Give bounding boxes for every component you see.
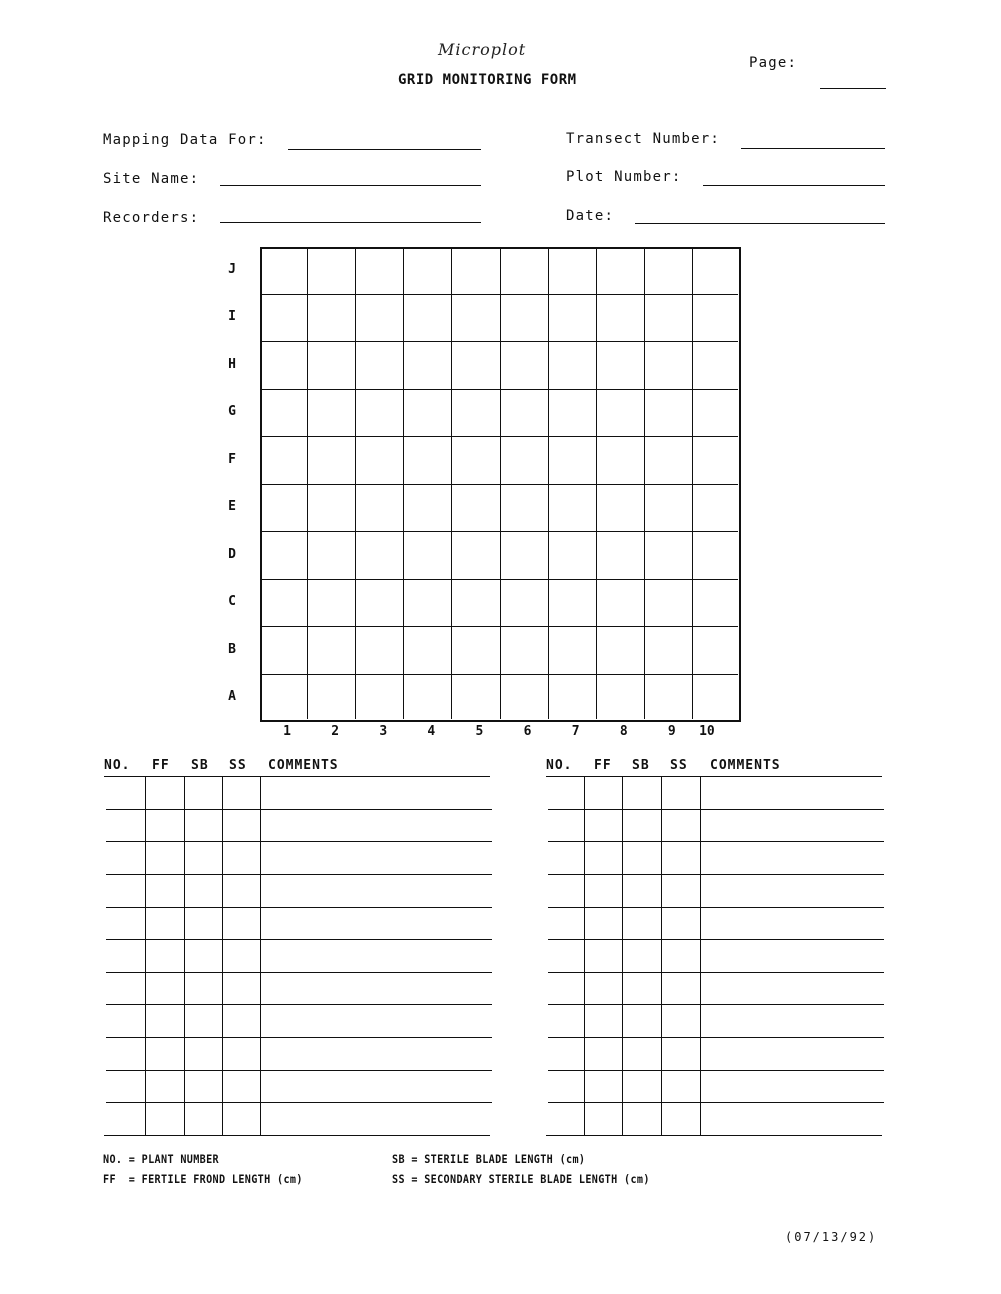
grid-row-label: A	[228, 689, 236, 705]
table-header-no: NO.	[104, 758, 131, 773]
table-row-line	[104, 1135, 490, 1136]
grid-row-label: H	[228, 356, 236, 372]
grid-column-label: 4	[427, 724, 436, 739]
grid-row-line	[262, 626, 738, 627]
grid-row-line	[262, 484, 738, 485]
table-row-line	[106, 939, 492, 940]
grid-row-label: B	[228, 641, 236, 657]
legend-sterile-blade-length: SB = STERILE BLADE LENGTH (cm)	[392, 1152, 586, 1166]
table-row-line	[548, 972, 884, 973]
grid-row-line	[262, 294, 738, 295]
form-title: GRID MONITORING FORM	[398, 72, 577, 88]
mapping-data-for-field[interactable]	[288, 149, 481, 150]
table-row-line	[106, 809, 492, 810]
grid-column-label: 1	[283, 724, 291, 739]
plot-number-field[interactable]	[703, 185, 885, 186]
table-row-line	[106, 1102, 492, 1103]
grid-column-label: 10	[699, 724, 715, 739]
legend-plant-number: NO. = PLANT NUMBER	[103, 1152, 220, 1166]
site-name-field[interactable]	[220, 185, 481, 186]
recorders-field[interactable]	[220, 222, 481, 223]
grid-row-line	[262, 436, 738, 437]
table-header-no: NO.	[546, 758, 573, 773]
table-header-ss: SS	[229, 758, 247, 773]
table-column-line	[222, 776, 223, 1135]
transect-number-field[interactable]	[741, 148, 885, 149]
table-row-line	[548, 1102, 884, 1103]
grid-column-label: 6	[523, 724, 532, 739]
table-header-sb: SB	[632, 758, 650, 773]
table-column-line	[661, 776, 662, 1135]
table-row-line	[106, 972, 492, 973]
grid-row-label: G	[228, 404, 236, 420]
page-field[interactable]	[820, 88, 886, 89]
table-column-line	[622, 776, 623, 1135]
mapping-grid[interactable]	[260, 247, 741, 722]
transect-number-label: Transect Number:	[566, 131, 721, 147]
date-label: Date:	[566, 208, 615, 224]
table-header-ss: SS	[670, 758, 688, 773]
table-column-line	[260, 776, 261, 1135]
table-row-line	[548, 874, 884, 875]
table-row-line	[106, 1070, 492, 1071]
grid-column-label: 5	[475, 724, 484, 739]
table-column-line	[145, 776, 146, 1135]
site-name-label: Site Name:	[103, 171, 200, 187]
table-row-line	[548, 841, 884, 842]
grid-column-label: 3	[379, 724, 388, 739]
table-row-line	[548, 939, 884, 940]
legend-secondary-sterile-blade-length: SS = SECONDARY STERILE BLADE LENGTH (cm)	[392, 1172, 650, 1186]
revision-date: (07/13/92)	[785, 1230, 878, 1244]
table-header-sb: SB	[191, 758, 209, 773]
grid-row-label: E	[228, 499, 236, 515]
table-row-line	[548, 907, 884, 908]
grid-row-line	[262, 674, 738, 675]
table-row-line	[106, 874, 492, 875]
grid-row-line	[262, 579, 738, 580]
table-column-line	[700, 776, 701, 1135]
form-script-title: Microplot	[438, 40, 527, 59]
recorders-label: Recorders:	[103, 210, 200, 226]
grid-column-label: 8	[619, 724, 628, 739]
table-header-comments: COMMENTS	[710, 758, 781, 773]
table-row-line	[106, 841, 492, 842]
table-row-line	[104, 776, 490, 777]
table-row-line	[106, 1037, 492, 1038]
grid-column-label: 9	[667, 724, 676, 739]
grid-row-line	[262, 531, 738, 532]
grid-row-label: C	[228, 594, 236, 610]
table-row-line	[106, 1004, 492, 1005]
table-column-line	[584, 776, 585, 1135]
table-row-line	[546, 776, 882, 777]
grid-row-line	[262, 389, 738, 390]
page-label: Page:	[749, 55, 798, 71]
grid-row-label: F	[228, 451, 236, 467]
grid-row-label: I	[228, 309, 236, 325]
grid-column-label: 7	[571, 724, 580, 739]
table-header-ff: FF	[594, 758, 612, 773]
table-header-ff: FF	[152, 758, 170, 773]
grid-row-label: J	[228, 261, 236, 277]
mapping-data-for-label: Mapping Data For:	[103, 132, 267, 148]
grid-row-line	[262, 341, 738, 342]
table-row-line	[106, 907, 492, 908]
legend-fertile-frond-length: FF = FERTILE FROND LENGTH (cm)	[103, 1172, 303, 1186]
table-row-line	[548, 809, 884, 810]
table-row-line	[548, 1004, 884, 1005]
grid-column-label: 2	[331, 724, 340, 739]
table-column-line	[184, 776, 185, 1135]
plot-number-label: Plot Number:	[566, 169, 682, 185]
table-row-line	[546, 1135, 882, 1136]
table-row-line	[548, 1070, 884, 1071]
table-header-comments: COMMENTS	[268, 758, 339, 773]
grid-row-label: D	[228, 546, 236, 562]
date-field[interactable]	[635, 223, 885, 224]
table-row-line	[548, 1037, 884, 1038]
